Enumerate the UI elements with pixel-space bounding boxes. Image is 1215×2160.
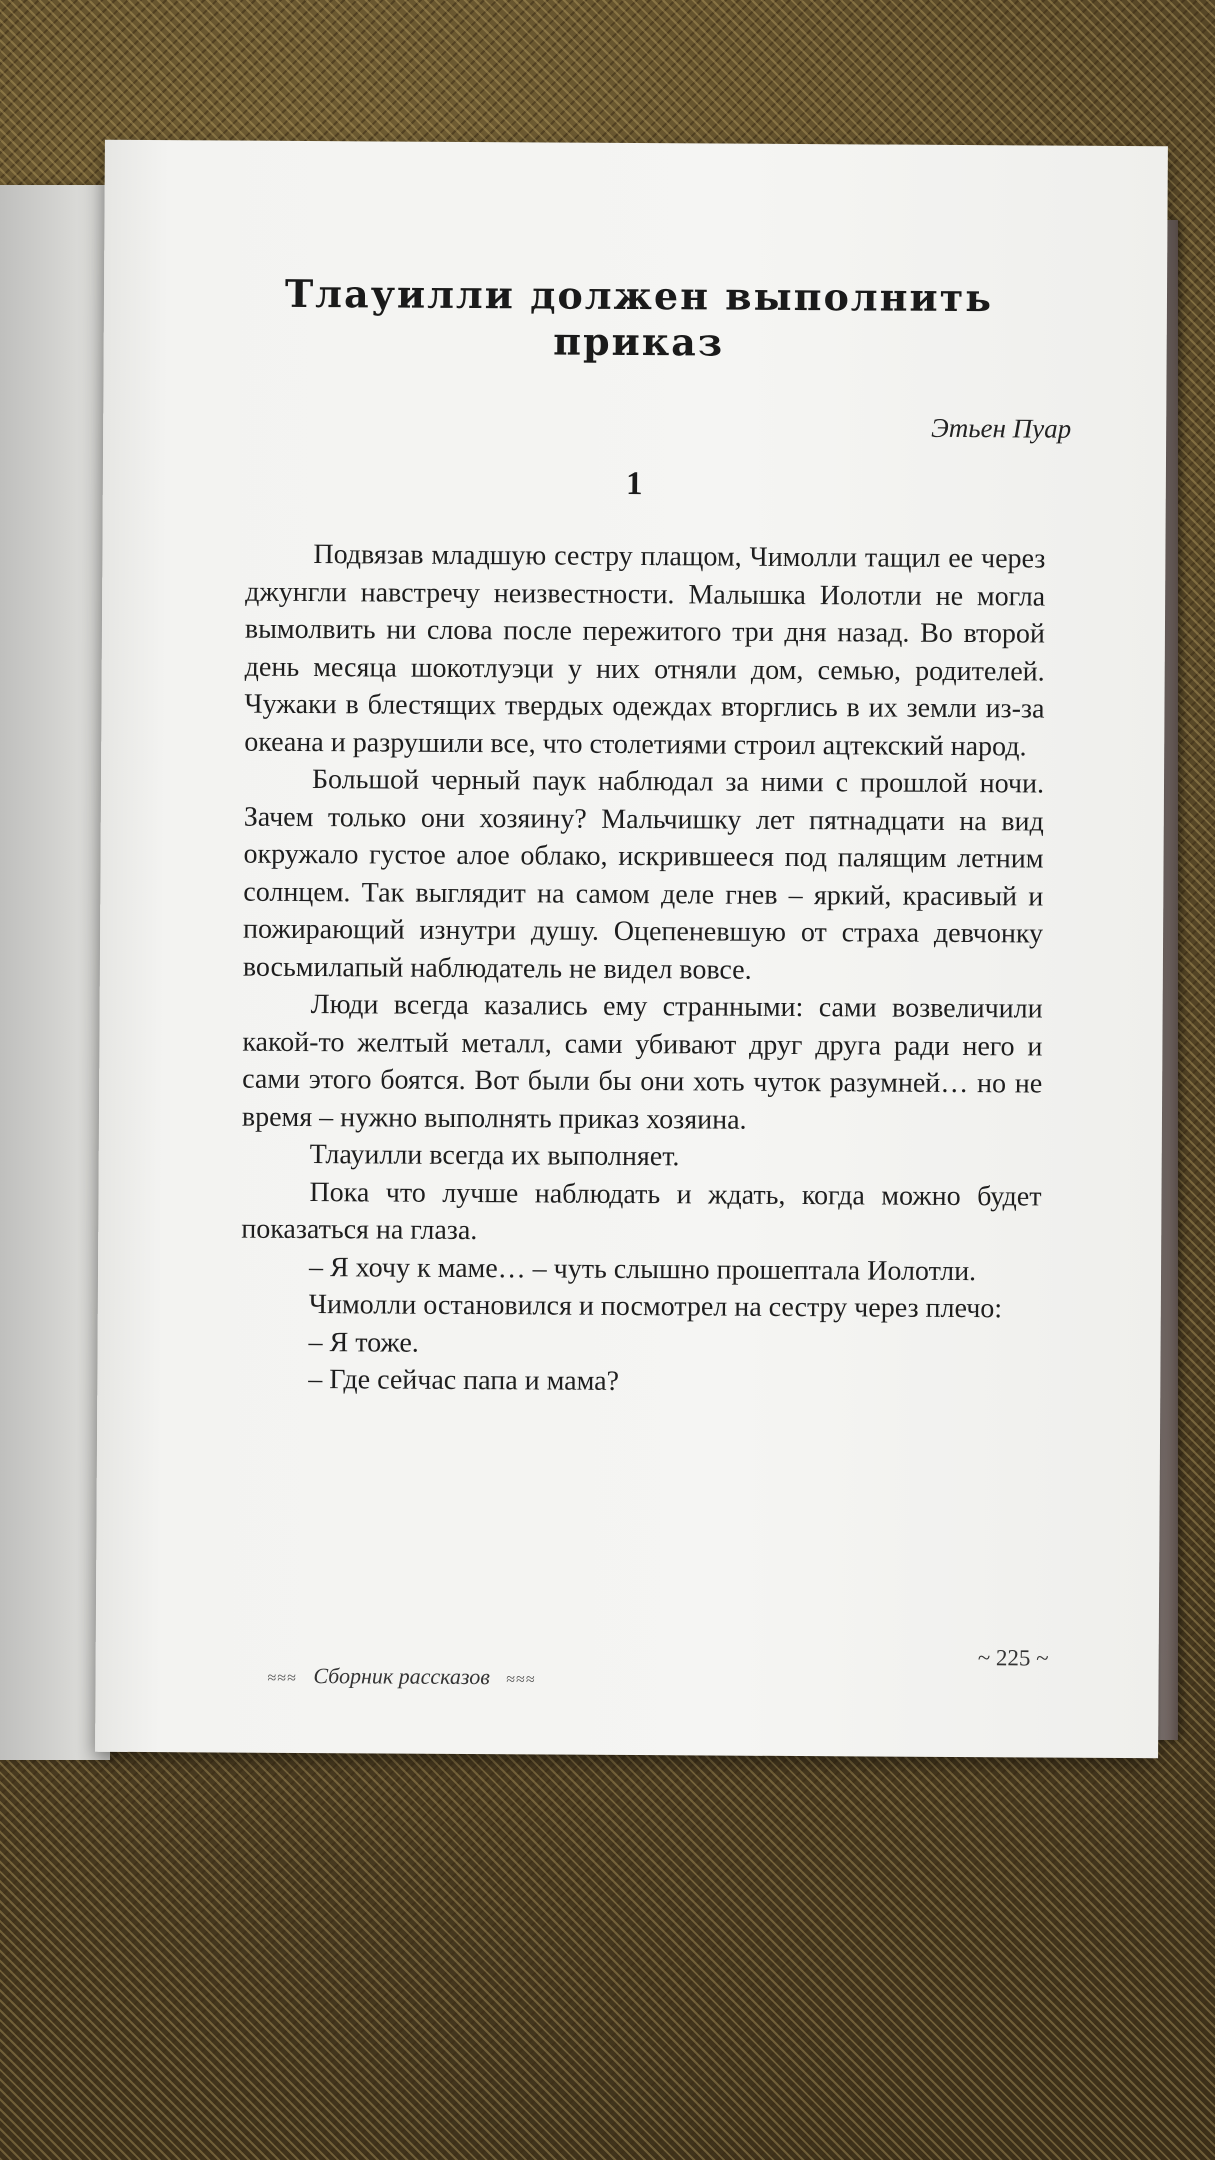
paragraph: Чимолли остановился и посмотрел на сестру через плечо:: [308, 1289, 1003, 1325]
running-footer: [267, 1663, 535, 1691]
page-number: ~ 225 ~: [977, 1645, 1049, 1671]
footer-book-title: Сборник рассказов: [313, 1663, 490, 1690]
story-body: [240, 536, 1045, 1403]
paragraph: – Я тоже.: [308, 1326, 419, 1359]
left-page-edge: [0, 185, 110, 1760]
footer-ornament-right: ≈≈≈: [506, 1671, 536, 1689]
paragraph: Тлауилли всегда их выполняет.: [309, 1139, 680, 1173]
story-author: Этьен Пуар: [931, 412, 1072, 444]
paragraph: Люди всегда казались ему странными: сами возвеличили какой-то желтый металл, сами убивают друг друга ради него и сами этого боятся. Вот были бы они хоть чуток разумней… но не время – нужно выполнять приказ хозяина.: [241, 989, 1043, 1136]
book-page: [95, 140, 1168, 1758]
paragraph: – Где сейчас папа и мама?: [308, 1364, 620, 1397]
paragraph: Пока что лучше наблюдать и ждать, когда можно будет показаться на глаза.: [241, 1176, 1042, 1247]
chapter-number: 1: [625, 465, 643, 503]
paragraph: Большой черный паук наблюдал за ними с прошлой ночи. Зачем только они хозяину? Мальчишку лет пятнадцати на вид окружало густое алое облако, искрившееся под палящим летним солнцем. Так выглядит на самом деле гнев – яркий, красивый и пожирающий изнутри душу. Оцепеневшую от страха девчонку восьмилапый наблюдатель не видел вовсе.: [242, 764, 1045, 986]
story-title: Тлауилли должен выполнить приказ: [284, 270, 994, 365]
paragraph: – Я хочу к маме… – чуть слышно прошептала Иолотли.: [308, 1251, 977, 1287]
paragraph: Подвязав младшую сестру плащом, Чимолли тащил ее через джунгли навстречу неизвестности. Малышка Иолотли не могла вымолвить ни слова после пережитого три дня назад. Во второй день месяца шокотлуэци у них отняли дом, семью, родителей. Чужаки в блестящих твердых одеждах вторглись в их земли из-за океана и разрушили все, что столетиями строил ацтекский народ.: [244, 539, 1046, 762]
footer-ornament-left: ≈≈≈: [267, 1669, 297, 1687]
